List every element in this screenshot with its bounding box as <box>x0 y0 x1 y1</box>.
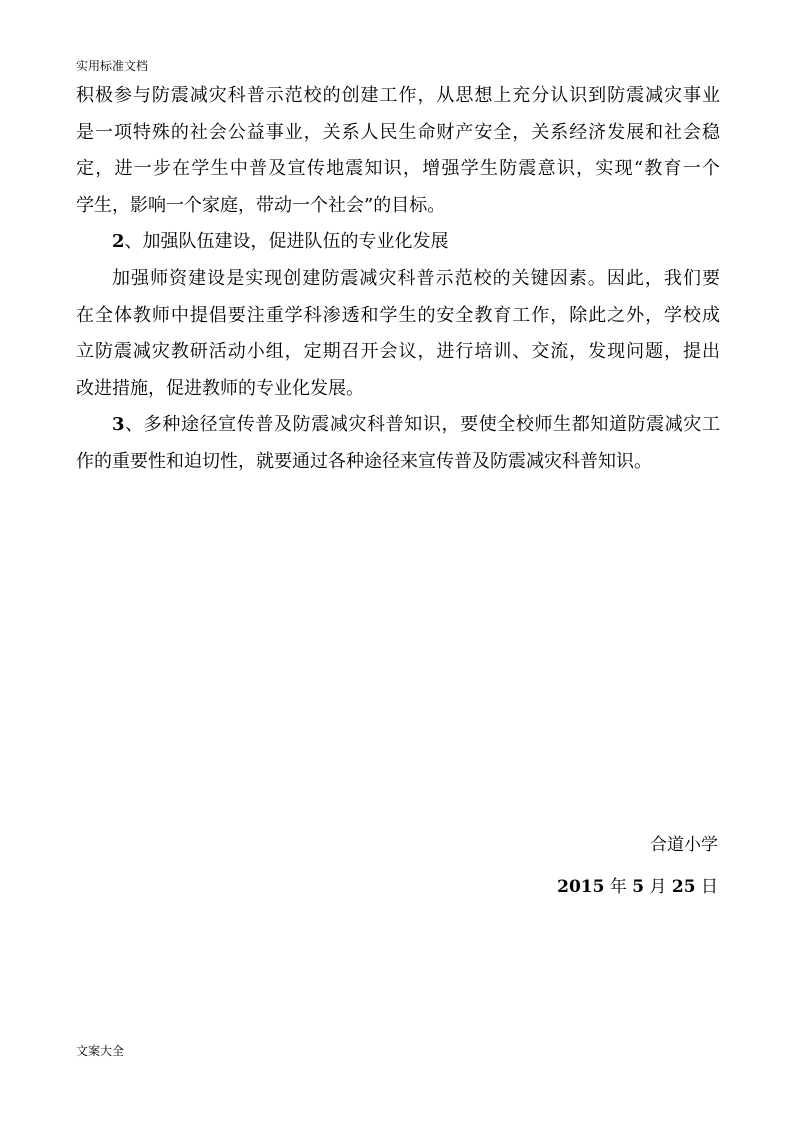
paragraph-2-line-1: 加强师资建设是实现创建防震减灾科普示范校的关键因素。因此，我们要 <box>112 267 720 289</box>
paragraph-1-line-4: 学生，影响一个家庭，带动一个社会”的目标。 <box>76 194 446 216</box>
paragraph-1-line-1: 积极参与防震减灾科普示范校的创建工作，从思想上充分认识到防震减灾事业 <box>76 85 720 106</box>
item-2-heading <box>76 224 720 261</box>
item-3-line-1 <box>76 407 720 444</box>
item-3-text-1: 、多种途径宣传普及防震减灾科普知识，要使全校师生都知道防震减灾工 <box>124 414 720 436</box>
document-header-label: 实用标准文档 <box>76 59 149 73</box>
paragraph-2-line-2: 在全体教师中提倡要注重学科渗透和学生的安全教育工作，除此之外，学校成 <box>76 304 720 326</box>
item-3-number: 3 <box>112 414 125 436</box>
signature-organization: 合道小学 <box>650 835 718 855</box>
signature-day: 25 <box>671 877 696 897</box>
signature-month: 5 <box>632 877 645 897</box>
paragraph-2-line-4: 改进措施，促进教师的专业化发展。 <box>76 377 364 399</box>
signature-day-unit: 日 <box>695 877 718 897</box>
signature-year: 2015 <box>557 877 605 897</box>
signature-year-unit: 年 <box>604 877 633 897</box>
item-2-title: 、加强队伍建设，促进队伍的专业化发展 <box>124 231 449 253</box>
paragraph-1-line-2: 是一项特殊的社会公益事业，关系人民生命财产安全，关系经济发展和社会稳 <box>76 121 720 143</box>
signature-date <box>557 875 718 899</box>
paragraph-2-line-3: 立防震减灾教研活动小组，定期召开会议，进行培训、交流，发现问题，提出 <box>76 341 720 363</box>
item-3-line-2: 作的重要性和迫切性，就要通过各种途径来宣传普及防震减灾科普知识。 <box>76 450 652 472</box>
item-2-number: 2 <box>112 231 125 253</box>
paragraph-1-line-3: 定，进一步在学生中普及宣传地震知识，增强学生防震意识，实现“教育一个 <box>76 158 720 180</box>
document-body <box>76 78 720 481</box>
document-footer-label: 文案大全 <box>76 1044 125 1058</box>
signature-month-unit: 月 <box>644 877 672 897</box>
